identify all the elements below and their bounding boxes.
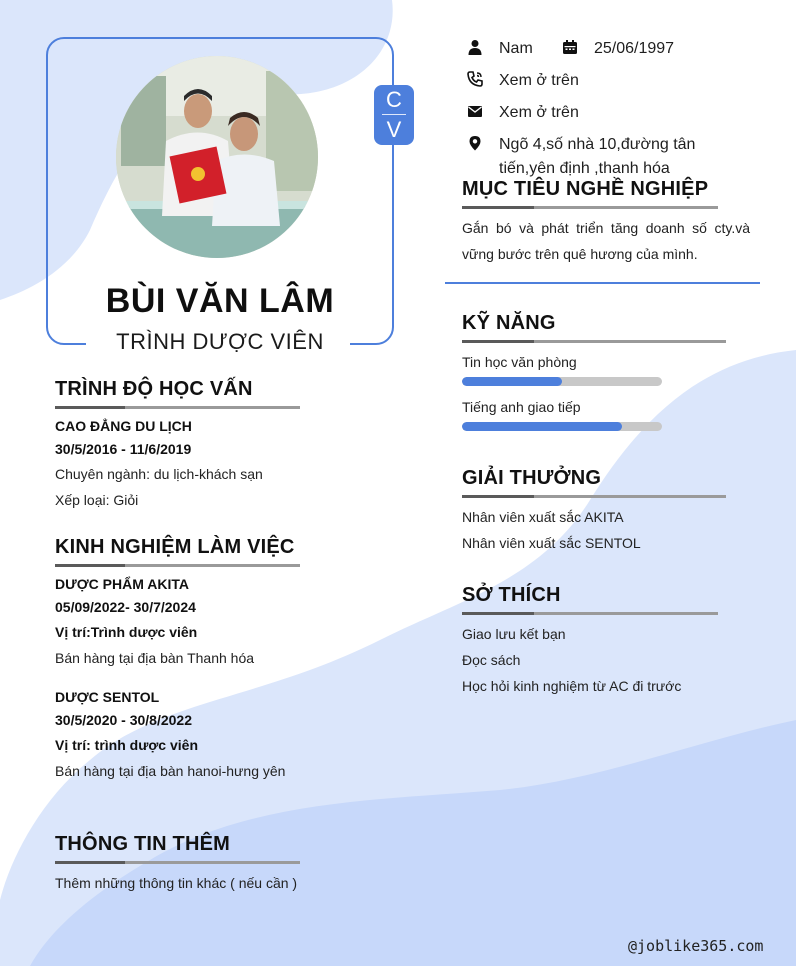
job-position: Vị trí: trình dược viên <box>55 737 198 753</box>
job-description: Bán hàng tại địa bàn Thanh hóa <box>55 650 255 666</box>
job-description: Bán hàng tại địa bàn hanoi-hưng yên <box>55 763 286 779</box>
job-position: Vị trí:Trình dược viên <box>55 624 198 640</box>
cv-badge-line <box>382 114 406 115</box>
job-company: DƯỢC SENTOL <box>55 689 160 705</box>
objective-text: Gắn bó và phát triển tăng doanh số cty.và vững bước trên quê hương của mình. <box>462 220 750 262</box>
award-item: Nhân viên xuất sắc SENTOL <box>462 535 641 551</box>
skill-fill <box>462 377 562 386</box>
cv-badge <box>374 85 414 145</box>
cv-letter-c: C <box>386 87 402 112</box>
cv-letter-v: V <box>386 117 402 142</box>
address-line-2: tiến,yên định ,thanh hóa <box>499 160 670 177</box>
education-rule <box>55 406 300 409</box>
hobby-item: Giao lưu kết bạn <box>462 626 566 642</box>
education-heading: TRÌNH ĐỘ HỌC VẤN <box>55 378 253 400</box>
contact-gender <box>465 37 533 61</box>
school-name: CAO ĐẲNG DU LỊCH <box>55 418 192 434</box>
skills-heading: KỸ NĂNG <box>462 312 556 334</box>
education-period: 30/5/2016 - 11/6/2019 <box>55 441 192 457</box>
calendar-icon <box>560 37 580 57</box>
education-grade: Xếp loại: Giỏi <box>55 492 139 508</box>
gender-text: Nam <box>499 40 533 57</box>
awards-rule <box>462 495 726 498</box>
skill-bar <box>462 422 662 431</box>
extra-text: Thêm những thông tin khác ( nếu cần ) <box>55 875 298 891</box>
location-pin-icon <box>465 133 485 153</box>
dob-text: 25/06/1997 <box>594 40 675 57</box>
experience-rule <box>55 564 300 567</box>
skill-name: Tin học văn phòng <box>462 354 577 370</box>
phone-text: Xem ở trên <box>499 72 579 89</box>
job-period: 05/09/2022- 30/7/2024 <box>55 599 196 615</box>
avatar <box>116 56 318 258</box>
address-text <box>499 133 695 181</box>
objective-heading: MỤC TIÊU NGHỀ NGHIỆP <box>462 178 709 200</box>
footer-handle: @joblike365.com <box>628 937 764 955</box>
objective-rule <box>462 206 718 209</box>
hobby-item: Đọc sách <box>462 652 521 668</box>
contact-dob <box>560 37 674 61</box>
blue-divider <box>445 282 760 284</box>
mail-icon <box>465 101 485 121</box>
contact-address <box>465 133 695 181</box>
skill-fill <box>462 422 622 431</box>
job-period: 30/5/2020 - 30/8/2022 <box>55 712 193 728</box>
hobbies-heading: SỞ THÍCH <box>462 584 561 606</box>
skill-name: Tiếng anh giao tiếp <box>462 399 581 415</box>
awards-heading: GIẢI THƯỞNG <box>462 467 602 489</box>
contact-email <box>465 101 579 125</box>
phone-icon <box>465 69 485 89</box>
full-name: BÙI VĂN LÂM <box>105 282 335 320</box>
experience-heading: KINH NGHIỆM LÀM VIỆC <box>55 536 295 558</box>
extra-rule <box>55 861 300 864</box>
hobby-item: Học hỏi kinh nghiệm từ AC đi trước <box>462 678 682 694</box>
extra-heading: THÔNG TIN THÊM <box>55 833 231 855</box>
education-major: Chuyên ngành: du lịch-khách sạn <box>55 466 263 482</box>
person-icon <box>465 37 485 57</box>
job-title: TRÌNH DƯỢC VIÊN <box>116 329 324 354</box>
hobbies-rule <box>462 612 718 615</box>
award-item: Nhân viên xuất sắc AKITA <box>462 509 624 525</box>
email-text: Xem ở trên <box>499 104 579 121</box>
contact-phone <box>465 69 579 93</box>
job-company: DƯỢC PHẨM AKITA <box>55 576 189 592</box>
skills-rule <box>462 340 726 343</box>
skill-bar <box>462 377 662 386</box>
address-line-1: Ngõ 4,số nhà 10,đường tân <box>499 136 696 153</box>
